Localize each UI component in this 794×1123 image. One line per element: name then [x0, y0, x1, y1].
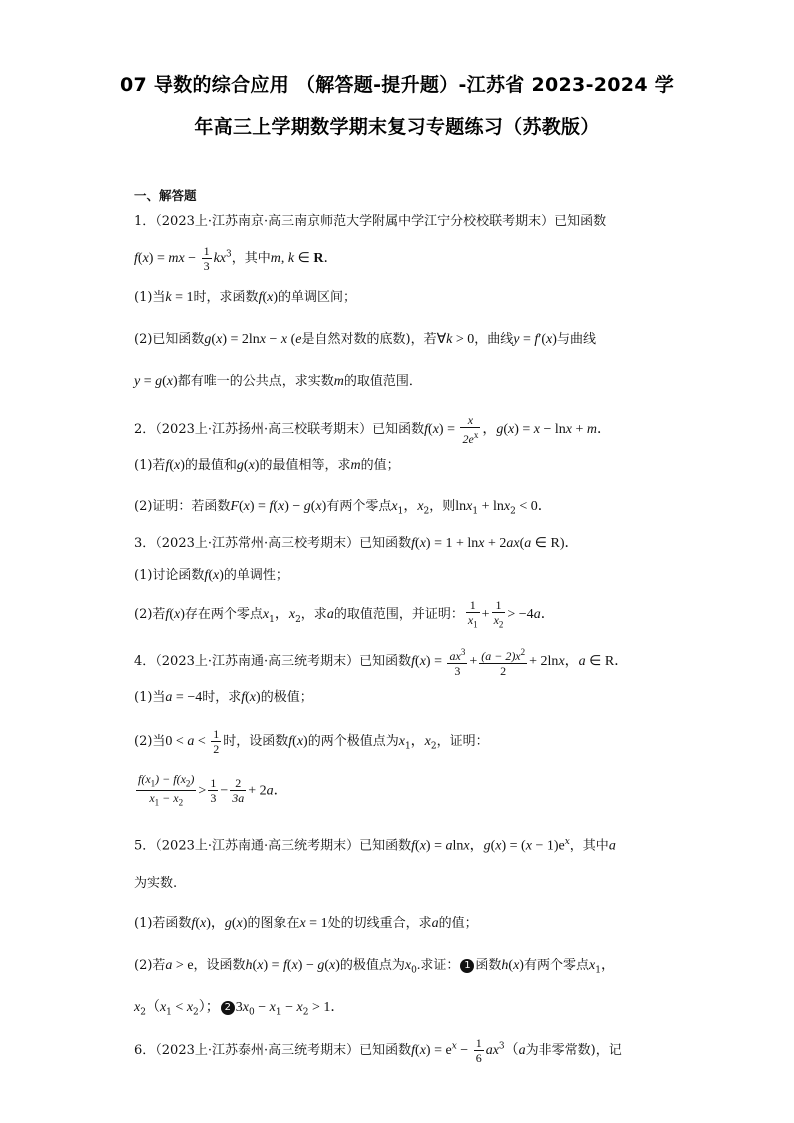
problem-2-part-2: (2)证明：若函数F(x) = f(x) − g(x)有两个零点$x_1$，$x_2$，则lnx$_1$ + lnx$_2$ < 0．	[134, 499, 552, 517]
problem-4-part-2: (2)当0 < a < $\frac{1}{2}$ 时，设函数f(x)的两个极值点为$x_1$，$x_2$，证明：	[134, 727, 489, 756]
problem-4-source: 4．（2023上·江苏南通·高三统考期末）已知函数f(x) = $\frac{ax^3}{3}$ + $\frac{(a - 2)x^2}{2}$ + 2lnx，a ∈ R．	[134, 647, 629, 678]
problem-5-part-2-cont: $x_2(x_1 < x_2)$； 2 $3x_0 - x_1 - x_2 > 1$．	[134, 1000, 345, 1018]
problem-3-part-1: (1)讨论函数f(x)的单调性；	[134, 568, 289, 583]
problem-6-source: 6．（2023上·江苏泰州·高三统考期末）已知函数$f(x) = e^x$ − $\frac{1}{6}$ $ax^3(a$为非零常数)，记	[134, 1036, 622, 1065]
problem-1-part-1: (1)当k = 1时，求函数f(x)的单调区间；	[134, 290, 357, 305]
doc-title-line-2: 年高三上学期数学期末复习专题练习（苏教版）	[194, 116, 600, 138]
problem-3-part-2: (2)若f(x)存在两个零点$x_1$，$x_2$，求a的取值范围，并证明： $\frac{1}{x_1}$ + $\frac{1}{x_2}$ > −4a．	[134, 598, 555, 630]
problem-2-part-1: (1)若f(x)的最值和g(x)的最值相等，求m的值；	[134, 458, 400, 473]
problem-5-source: 5．（2023上·江苏南通·高三统考期末）已知函数f(x) = alnx，$g(x) = (x - 1)e^x$，其中a	[134, 837, 616, 854]
problem-1-source: 1．（2023上·江苏南京·高三南京师范大学附属中学江宁分校校联考期末）已知函数	[134, 214, 607, 229]
problem-1-part-2: (2)已知函数g(x) = 2lnx − x (e是自然对数的底数)，若∀k > 0，曲线y = f′(x)与曲线	[134, 332, 596, 347]
problem-3-source: 3．（2023上·江苏常州·高三校考期末）已知函数f(x) = 1 + lnx + 2ax(a ∈ R)．	[134, 536, 579, 551]
problem-5-source-cont: 为实数.	[134, 876, 178, 891]
problem-1-definition: f(x) = mx − $\frac{1}{3}$ $kx^3$，其中m, k ∈ R．	[134, 244, 338, 273]
problem-1-part-2-cont: y = g(x)都有唯一的公共点，求实数m的取值范围．	[134, 374, 422, 389]
problem-2-source: 2．（2023上·江苏扬州·高三校联考期末）已知函数f(x) = $\frac{x}{2e^x}$ ，g(x) = x − lnx + m．	[134, 413, 612, 446]
circled-number-2: 2	[221, 1001, 235, 1015]
problem-5-part-1: (1)若函数f(x)，g(x)的图象在x = 1处的切线重合，求a的值；	[134, 916, 478, 931]
problem-4-inequality: $\frac{f(x_1) - f(x_2)}{x_1 - x_2}$ > $\frac{1}{3}$ − $\frac{2}{3a}$ + 2a．	[138, 772, 288, 808]
doc-title-line-1: 07 导数的综合应用 （解答题-提升题）-江苏省 2023-2024 学	[119, 74, 675, 96]
problem-5-part-2: (2)若a > e，设函数h(x) = f(x) − g(x)的极值点为$x_0$.求证： 1 函数h(x)有两个零点$x_1$，	[134, 958, 615, 976]
section-heading: 一、解答题	[134, 188, 197, 203]
circled-number-1: 1	[460, 959, 474, 973]
problem-4-part-1: (1)当a = −4时，求f(x)的极值；	[134, 690, 313, 705]
